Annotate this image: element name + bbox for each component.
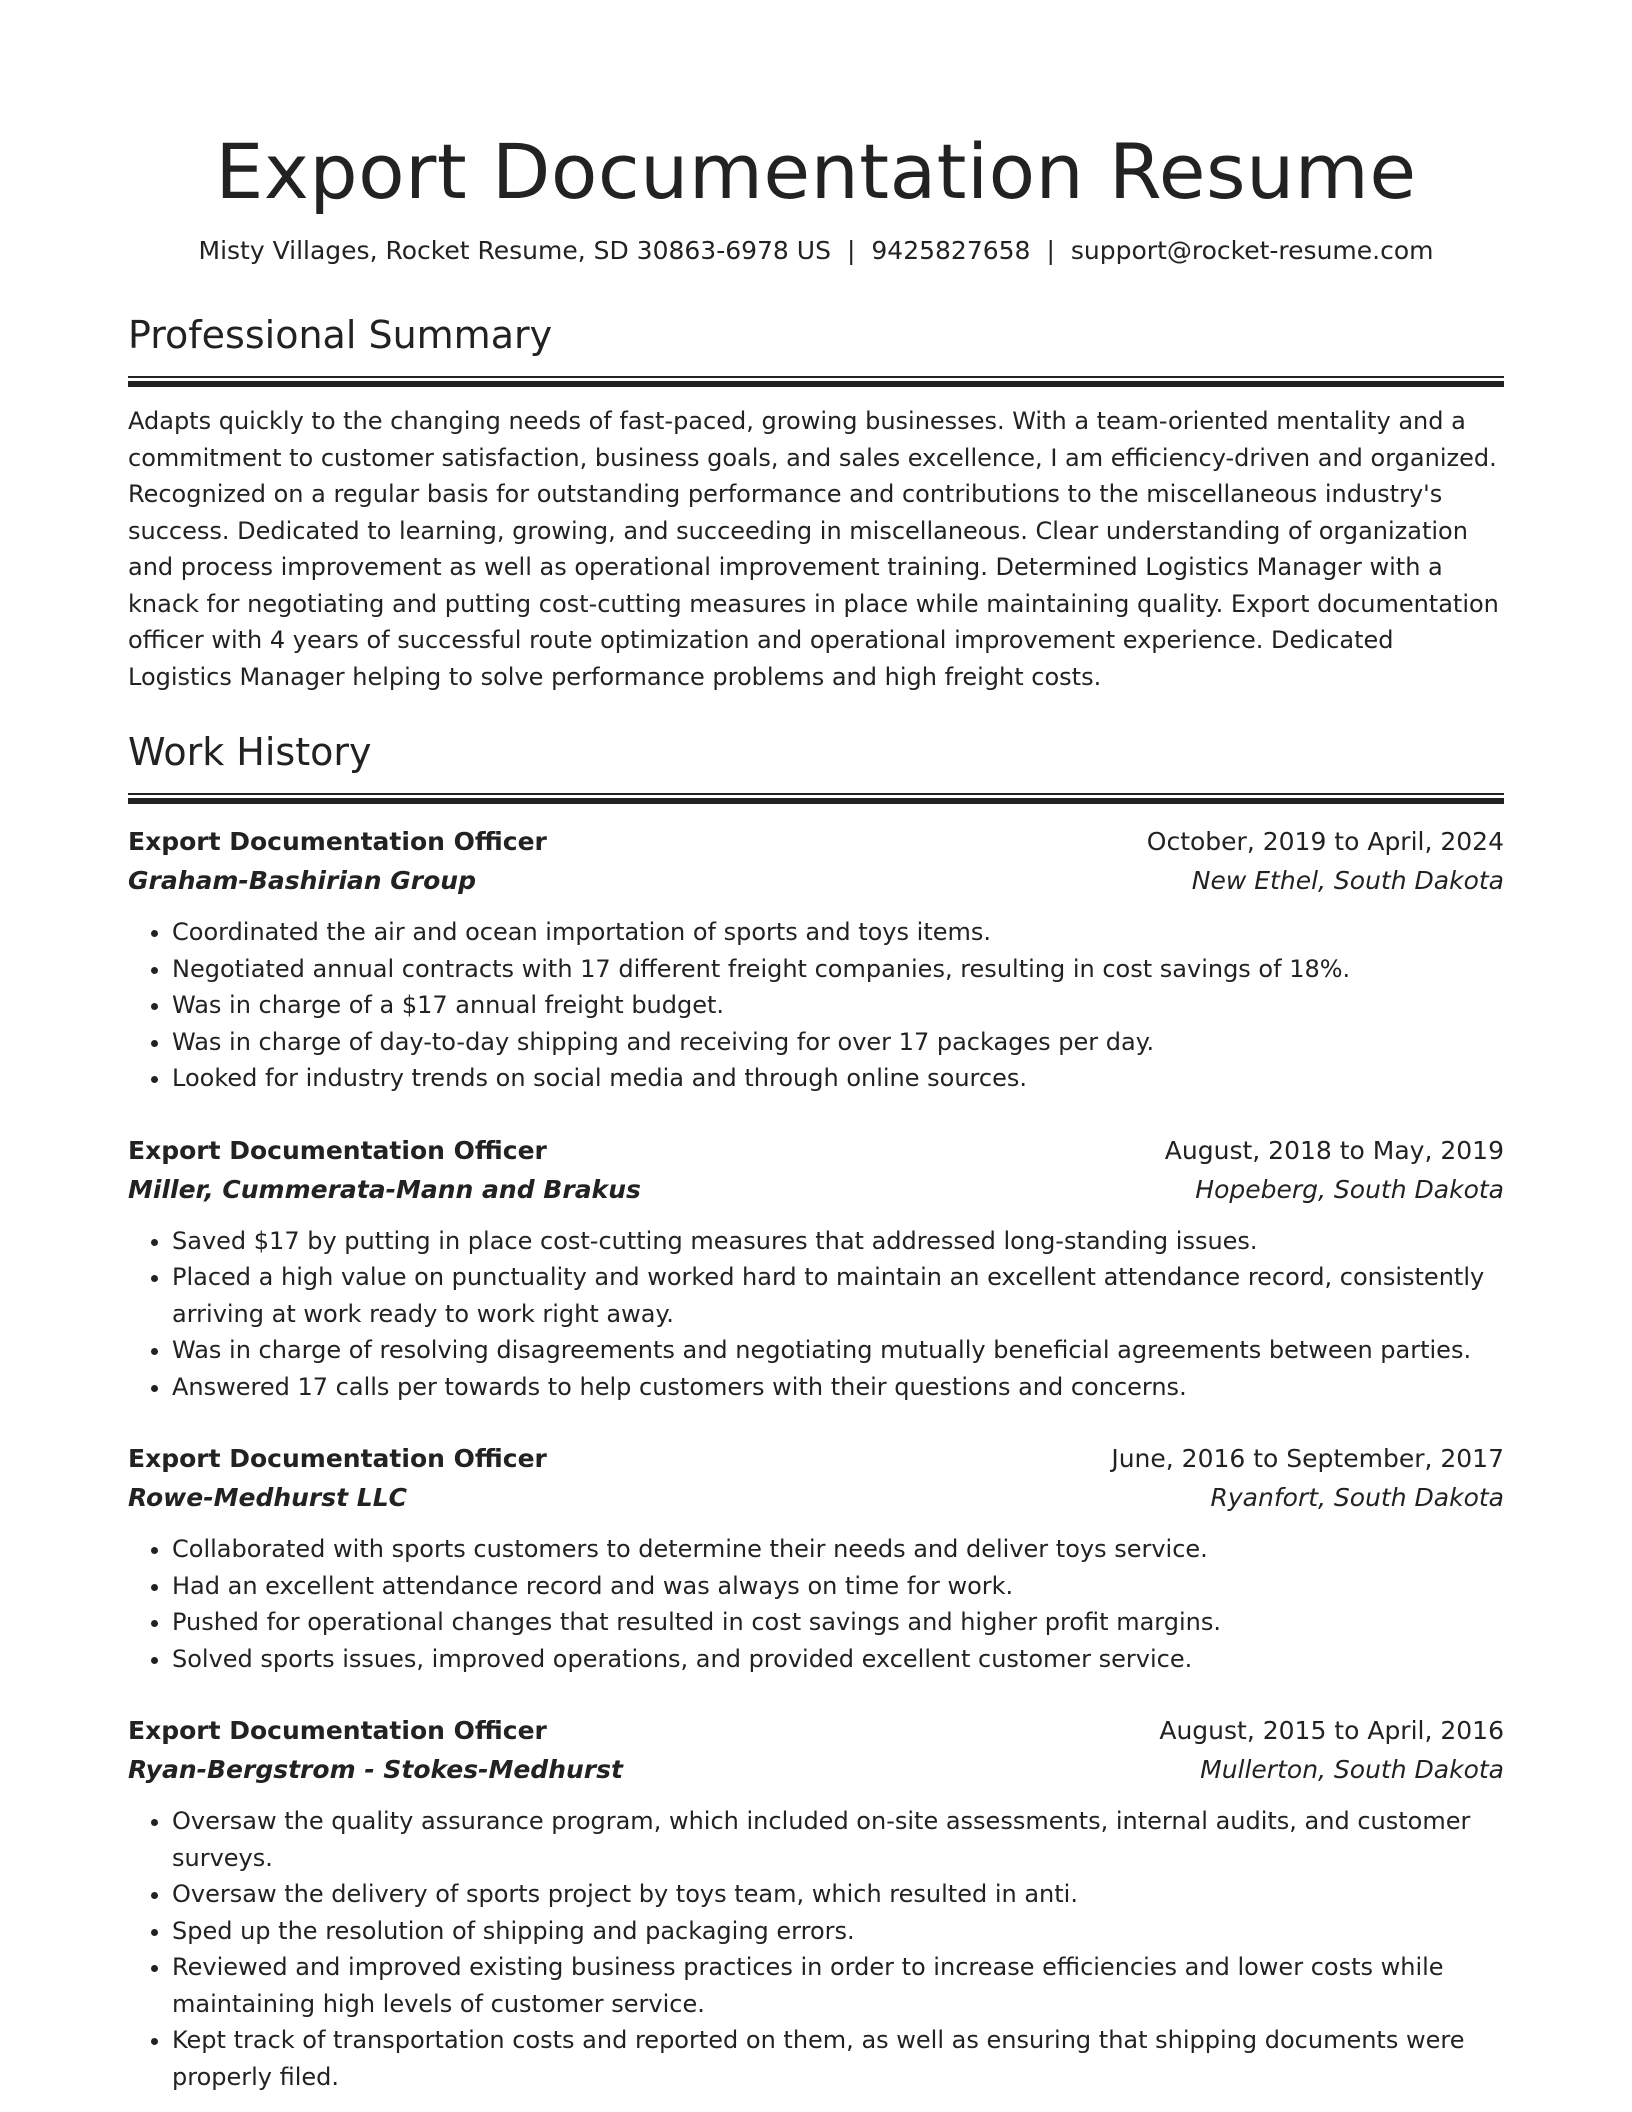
job-bullet: • Answered 17 calls per towards to help customers with their questions and concerns. bbox=[172, 1369, 1504, 1406]
contact-line bbox=[128, 234, 1504, 268]
job-company: Miller, Cummerata-Mann and Brakus bbox=[128, 1174, 641, 1204]
job-bullet: • Oversaw the delivery of sports project by toys team, which resulted in anti. bbox=[172, 1876, 1504, 1913]
resume-title: Export Documentation Resume bbox=[215, 127, 1417, 216]
job-title: Export Documentation Officer bbox=[128, 1716, 547, 1745]
job-entry bbox=[128, 822, 1504, 1097]
job-title: Export Documentation Officer bbox=[128, 827, 547, 856]
job-title: Export Documentation Officer bbox=[128, 1444, 547, 1473]
job-bullet: • Oversaw the quality assurance program, which included on-site assessments, internal audits, and customer surveys. bbox=[172, 1803, 1504, 1876]
job-bullet: • Was in charge of resolving disagreements and negotiating mutually beneficial agreements between parties. bbox=[172, 1332, 1504, 1369]
job-bullets bbox=[128, 914, 1504, 1097]
job-bullet: • Pushed for operational changes that resulted in cost savings and higher profit margins. bbox=[172, 1604, 1504, 1641]
job-bullet: • Reviewed and improved existing business practices in order to increase efficiencies and lower costs while maintaining high levels of customer service. bbox=[172, 1949, 1504, 2022]
job-dates: August, 2015 to April, 2016 bbox=[1159, 1716, 1504, 1745]
job-location: Hopeberg, South Dakota bbox=[1195, 1174, 1504, 1204]
job-bullets bbox=[128, 1803, 1504, 2095]
job-bullet: • Saved $17 by putting in place cost-cutting measures that addressed long-standing issues. bbox=[172, 1223, 1504, 1260]
section-divider bbox=[128, 376, 1504, 387]
job-bullet: • Was in charge of a $17 annual freight budget. bbox=[172, 987, 1504, 1024]
job-dates: October, 2019 to April, 2024 bbox=[1146, 827, 1504, 856]
job-bullet: • Looked for industry trends on social media and through online sources. bbox=[172, 1060, 1504, 1097]
job-entry bbox=[128, 1131, 1504, 1406]
job-bullet: • Negotiated annual contracts with 17 different freight companies, resulting in cost savings of 18%. bbox=[172, 951, 1504, 988]
summary-heading: Professional Summary bbox=[128, 313, 553, 357]
resume-page bbox=[128, 0, 1504, 2095]
job-bullet: • Kept track of transportation costs and reported on them, as well as ensuring that shipping documents were properly filed. bbox=[172, 2022, 1504, 2095]
job-bullet: • Collaborated with sports customers to determine their needs and deliver toys service. bbox=[172, 1531, 1504, 1568]
job-entry bbox=[128, 1439, 1504, 1677]
job-company: Graham-Bashirian Group bbox=[128, 866, 476, 895]
job-company: Ryan-Bergstrom - Stokes-Medhurst bbox=[128, 1755, 623, 1784]
job-company: Rowe-Medhurst LLC bbox=[128, 1483, 408, 1512]
contact-separator: | bbox=[1046, 236, 1055, 265]
summary-section bbox=[128, 310, 1504, 695]
job-bullet: • Sped up the resolution of shipping and packaging errors. bbox=[172, 1913, 1504, 1950]
job-bullet: • Coordinated the air and ocean importation of sports and toys items. bbox=[172, 914, 1504, 951]
job-title: Export Documentation Officer bbox=[128, 1135, 547, 1165]
address: Misty Villages, Rocket Resume, SD 30863-6978 US bbox=[198, 236, 831, 265]
phone: 9425827658 bbox=[871, 236, 1031, 265]
contact-separator: | bbox=[846, 236, 856, 265]
job-dates: August, 2018 to May, 2019 bbox=[1164, 1135, 1504, 1165]
job-bullets bbox=[128, 1531, 1504, 1677]
job-bullet: • Placed a high value on punctuality and worked hard to maintain an excellent attendance record, consistently arriving at work ready to work right away. bbox=[172, 1259, 1504, 1332]
job-location: New Ethel, South Dakota bbox=[1191, 866, 1504, 895]
job-bullet: • Was in charge of day-to-day shipping and receiving for over 17 packages per day. bbox=[172, 1024, 1504, 1061]
section-divider bbox=[128, 793, 1504, 804]
summary-text: Adapts quickly to the changing needs of fast-paced, growing businesses. With a team-oriented mentality and a commitment to customer satisfaction, business goals, and sales excellence, I am efficiency-driven and organized. Recognized on a regular basis for outstanding performance and contributions to the miscellaneous industry's success. Dedicated to learning, growing, and succeeding in miscellaneous. Clear understanding of organization and process improvement as well as operational improvement training. Determined Logistics Manager with a knack for negotiating and putting cost-cutting measures in place while maintaining quality. Export documentation officer with 4 years of successful route optimization and operational improvement experience. Dedicated Logistics Manager helping to solve performance problems and high freight costs. bbox=[128, 407, 1499, 691]
job-bullet: • Had an excellent attendance record and was always on time for work. bbox=[172, 1568, 1504, 1605]
job-bullet: • Solved sports issues, improved operations, and provided excellent customer service. bbox=[172, 1641, 1504, 1678]
job-bullets bbox=[128, 1223, 1504, 1406]
job-location: Ryanfort, South Dakota bbox=[1210, 1483, 1504, 1512]
work-history-heading: Work History bbox=[128, 730, 372, 774]
email: support@rocket-resume.com bbox=[1070, 236, 1434, 265]
job-dates: June, 2016 to September, 2017 bbox=[1111, 1444, 1504, 1473]
job-entry bbox=[128, 1711, 1504, 2095]
work-history-section bbox=[128, 727, 1504, 2095]
job-location: Mullerton, South Dakota bbox=[1200, 1755, 1504, 1784]
